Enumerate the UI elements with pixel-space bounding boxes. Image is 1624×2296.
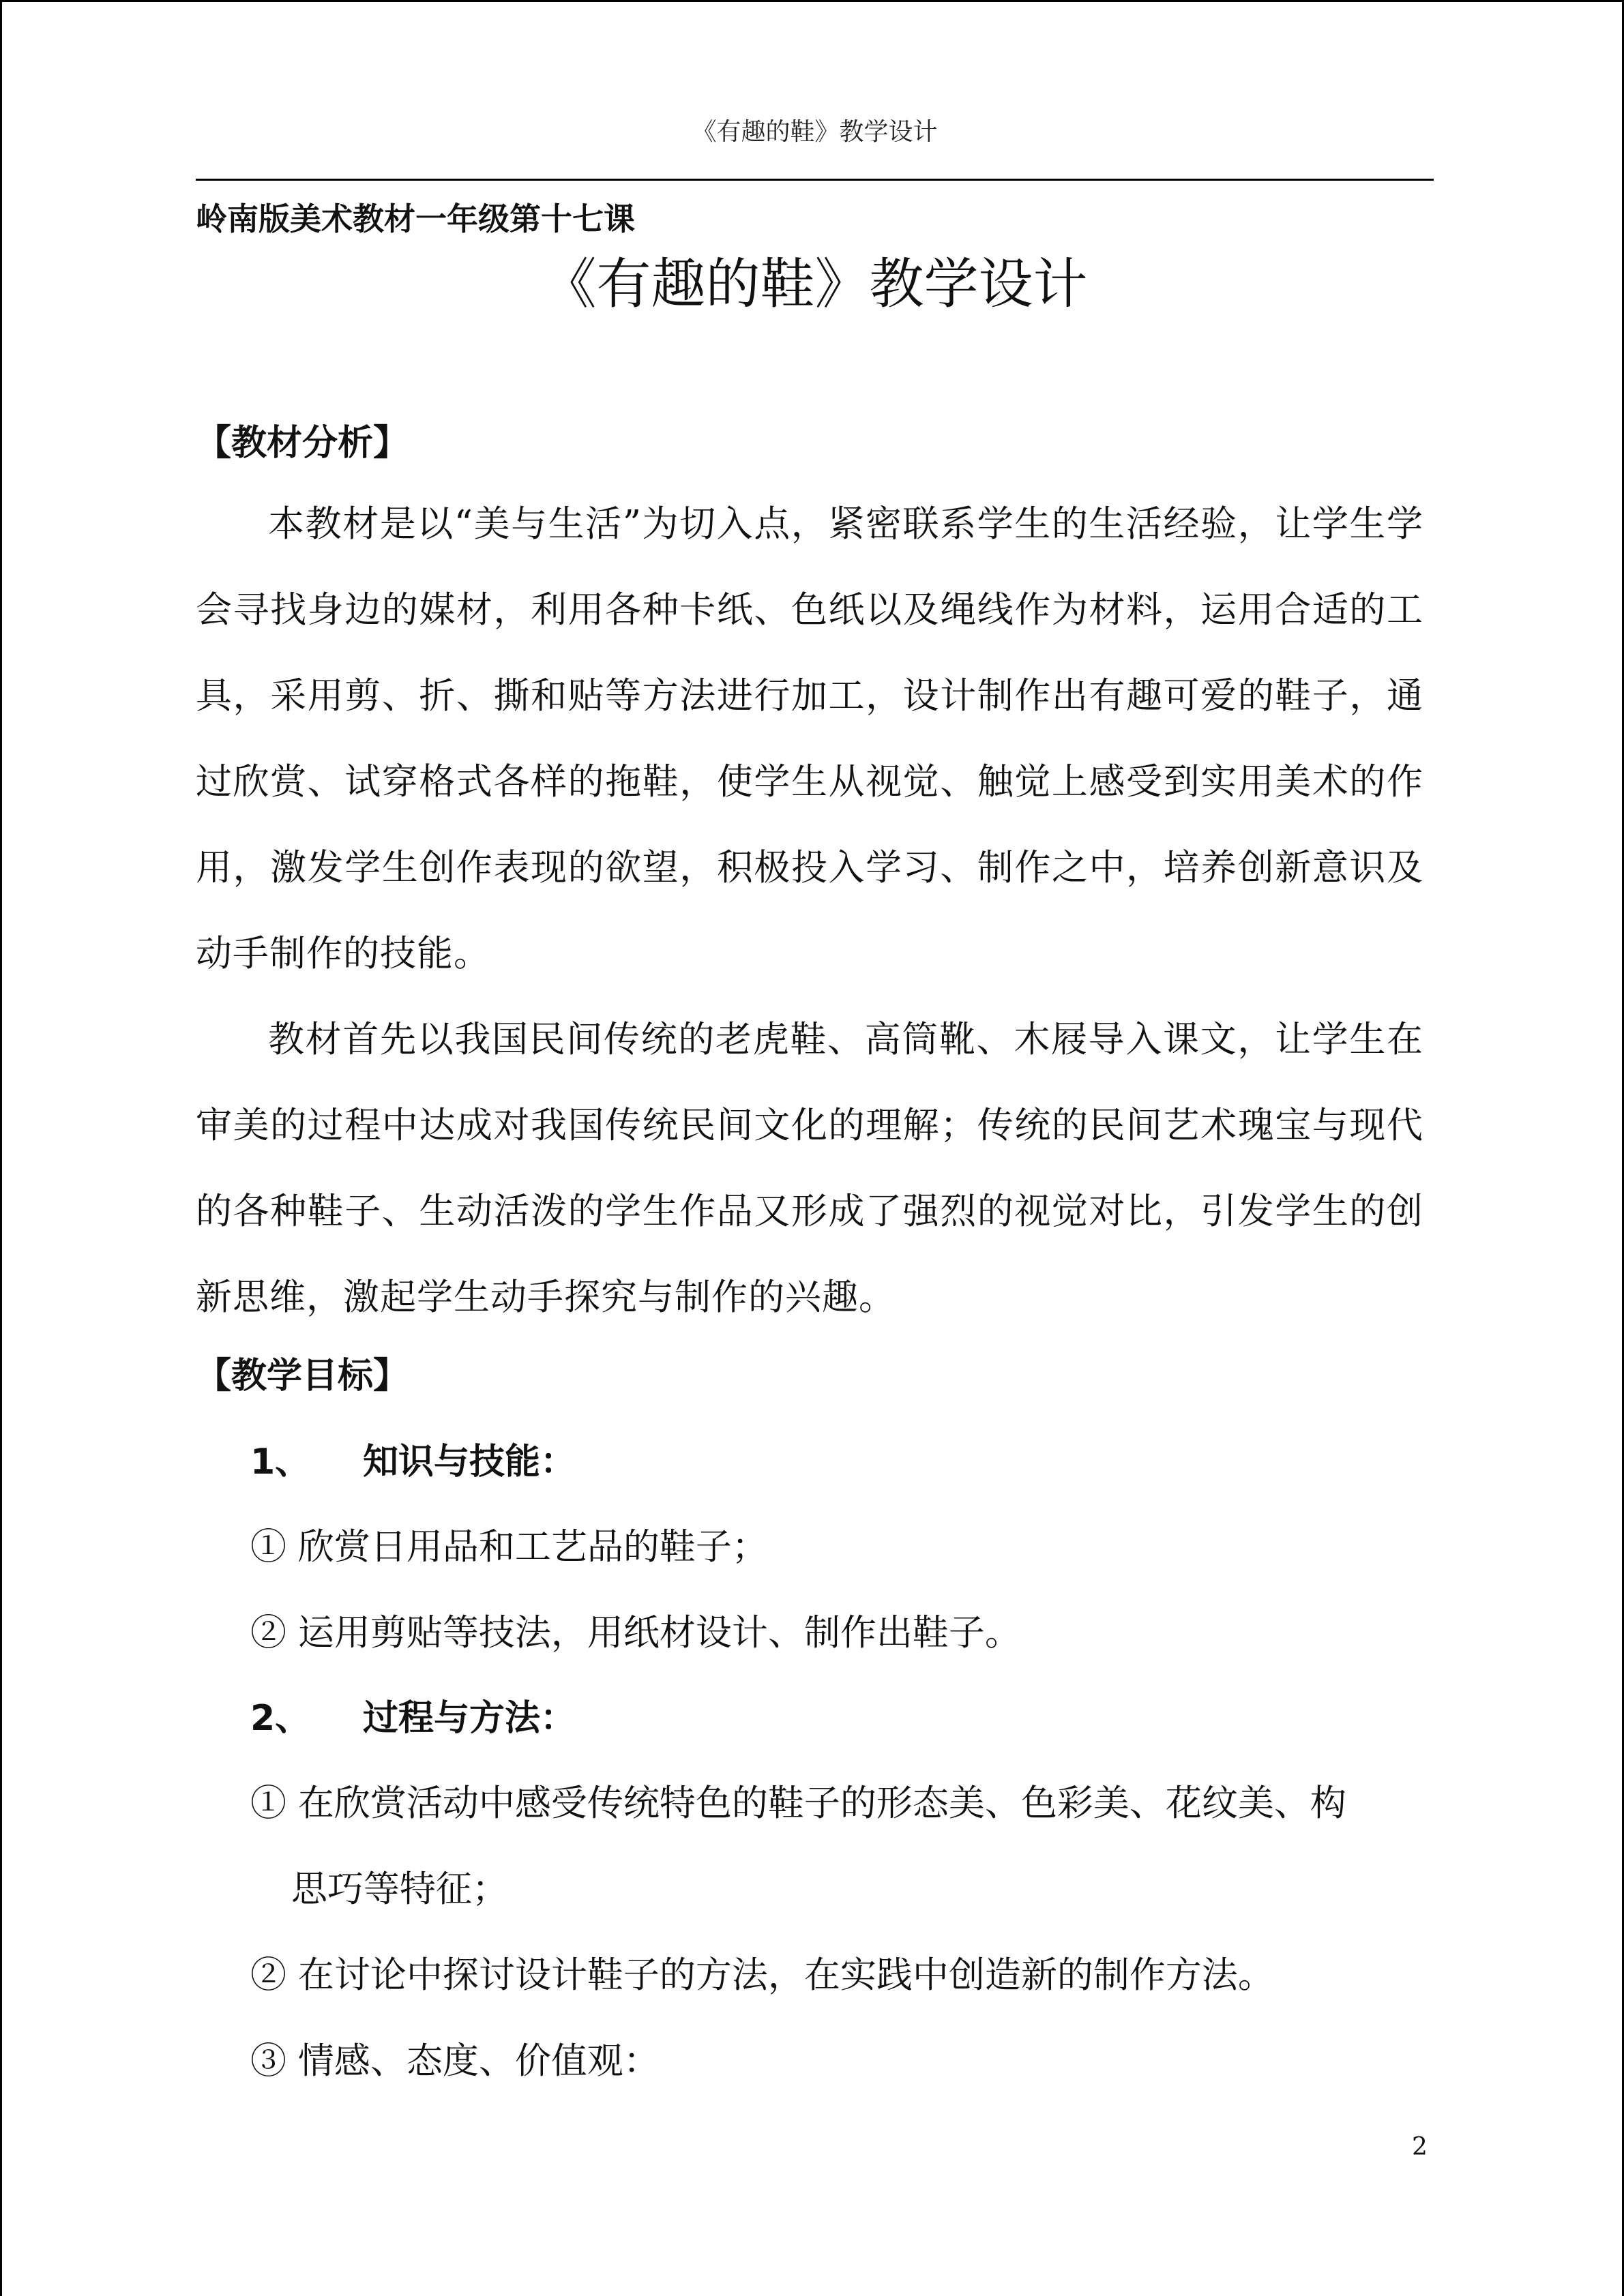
header-rule (196, 179, 1434, 181)
goal-2-heading (196, 1697, 1423, 1740)
goal-1-number: 1、 (250, 1442, 311, 1482)
goal-1-heading (196, 1440, 1423, 1484)
goal-2-item-2: ② 在讨论中探讨设计鞋子的方法，在实践中创造新的制作方法。 (250, 1954, 1274, 1996)
goal-1-label: 知识与技能： (363, 1442, 576, 1482)
goal-2-label: 过程与方法： (363, 1698, 576, 1739)
paragraph-analysis-2: 教材首先以我国民间传统的老虎鞋、高筒靴、木屐导入课文，让学生在审美的过程中达成对我国传统民间文化的理解；传统的民间艺术瑰宝与现代的各种鞋子、生动活泼的学生作品又形成了强烈的视觉对比，引发学生的创新思维，激起学生动手探究与制作的兴趣。 (196, 1019, 1423, 1318)
running-header: 《有趣的鞋》教学设计 (692, 118, 938, 146)
paragraph-analysis-1: 本教材是以“美与生活”为切入点，紧密联系学生的生活经验，让学生学会寻找身边的媒材，利用各种卡纸、色纸以及绳线作为材料，运用合适的工具，采用剪、折、撕和贴等方法进行加工，设计制作出有趣可爱的鞋子，通过欣赏、试穿格式各样的拖鞋，使学生从视觉、触觉上感受到实用美术的作用，激发学生创作表现的欲望，积极投入学习、制作之中，培养创新意识及动手制作的技能。 (196, 503, 1423, 974)
goal-2-item-1-line-1: ① 在欣赏活动中感受传统特色的鞋子的形态美、色彩美、花纹美、构 (250, 1783, 1346, 1824)
page-border-top (0, 0, 1624, 2)
document-subtitle: 岭南版美术教材一年级第十七课 (196, 200, 635, 237)
goal-1-item-2: ② 运用剪贴等技法，用纸材设计、制作出鞋子。 (250, 1612, 1021, 1654)
page-border-left (0, 0, 2, 2296)
goal-2-number: 2、 (250, 1698, 311, 1739)
section-heading-analysis: 【教材分析】 (196, 423, 409, 464)
goal-2-item-1-line-2: 思巧等特征； (291, 1868, 508, 1910)
page-number: 2 (1412, 2133, 1428, 2161)
goal-2-item-3: ③ 情感、态度、价值观： (250, 2040, 660, 2082)
goal-1-item-1: ① 欣赏日用品和工艺品的鞋子； (250, 1526, 768, 1568)
section-heading-goals: 【教学目标】 (196, 1356, 409, 1397)
document-body (196, 421, 1423, 2104)
document-title: 《有趣的鞋》教学设计 (542, 252, 1088, 316)
